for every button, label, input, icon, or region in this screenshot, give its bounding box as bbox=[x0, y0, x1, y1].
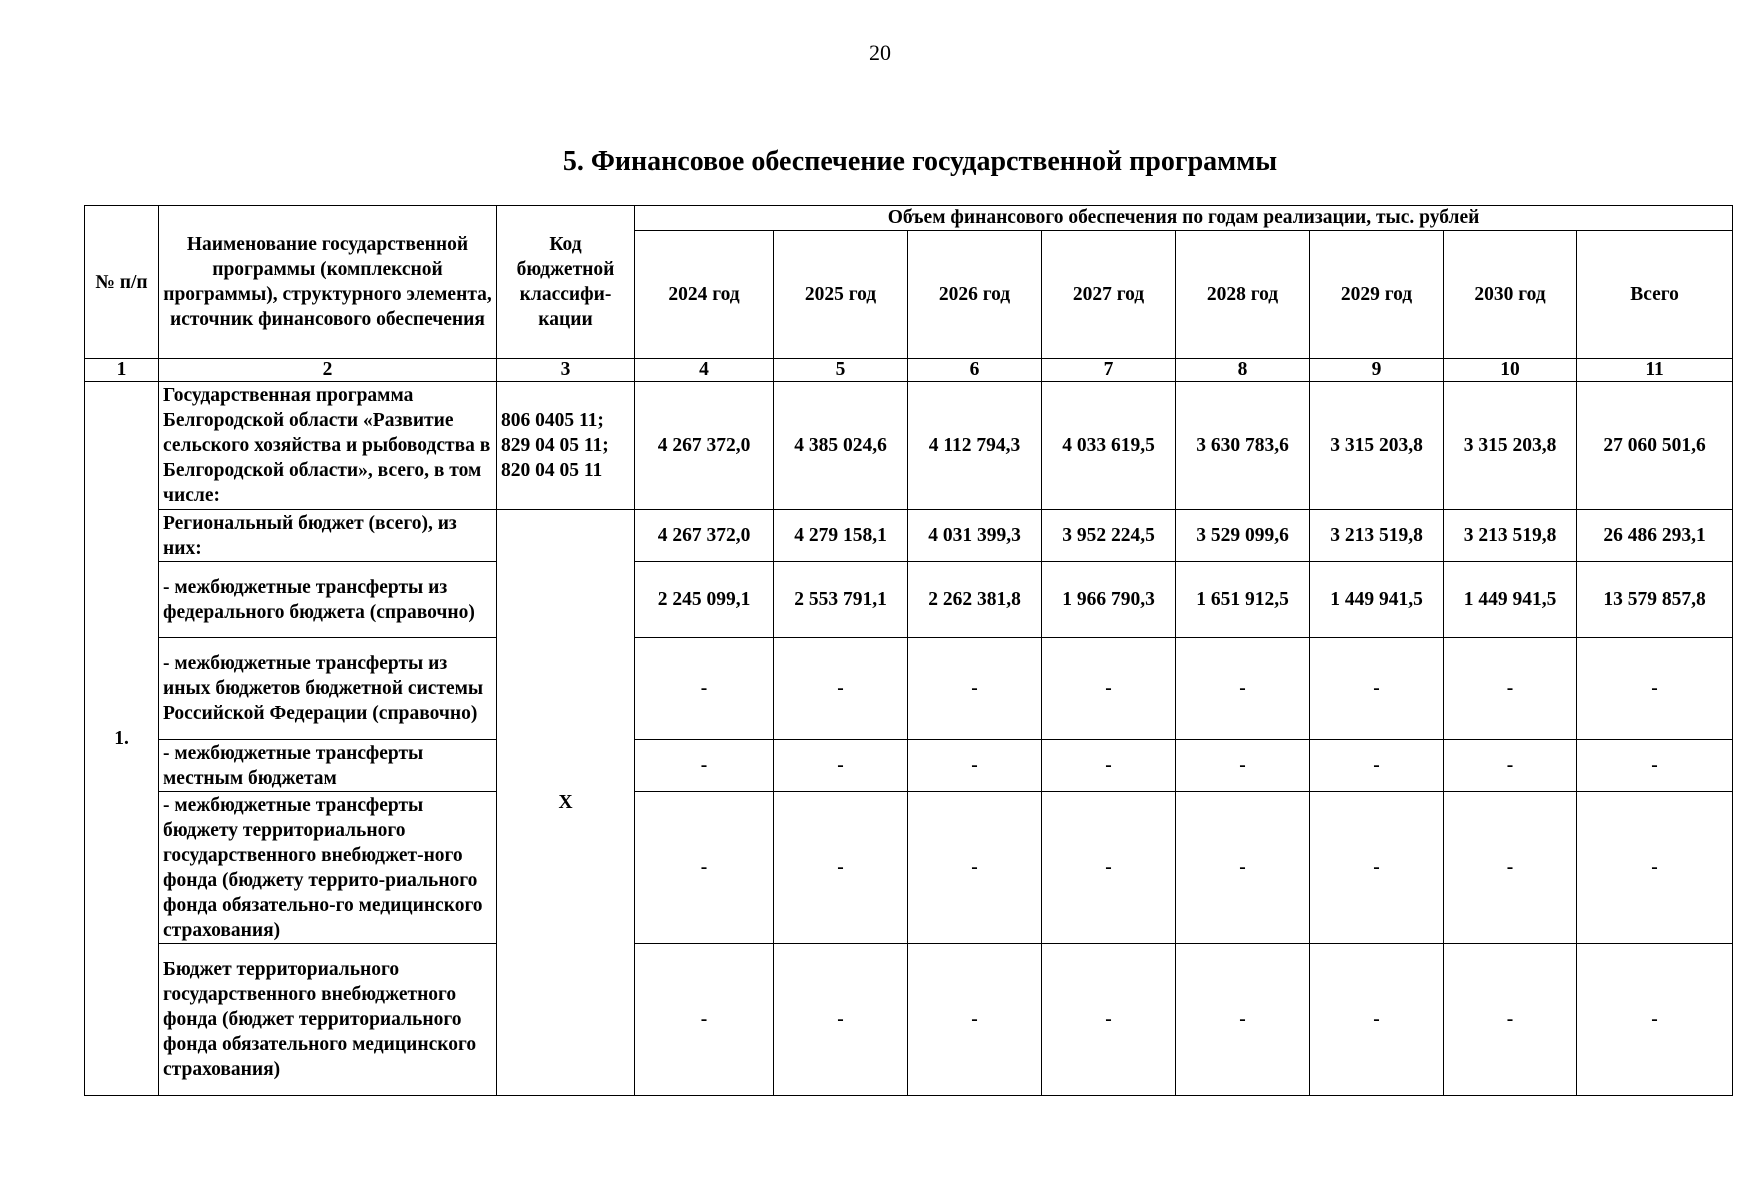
value-cell: - bbox=[1176, 638, 1310, 740]
column-number: 6 bbox=[908, 359, 1042, 382]
value-cell: 3 213 519,8 bbox=[1444, 510, 1577, 562]
header-num: № п/п bbox=[85, 206, 159, 359]
value-cell: - bbox=[1444, 944, 1577, 1096]
value-cell: - bbox=[1577, 740, 1733, 792]
column-number: 1 bbox=[85, 359, 159, 382]
value-cell: - bbox=[635, 740, 774, 792]
column-number: 2 bbox=[159, 359, 497, 382]
table-row bbox=[85, 944, 1733, 1096]
value-cell: 4 033 619,5 bbox=[1042, 382, 1176, 510]
value-cell: - bbox=[908, 740, 1042, 792]
value-cell: 3 315 203,8 bbox=[1444, 382, 1577, 510]
value-cell: - bbox=[1042, 638, 1176, 740]
row-code: 806 0405 11; 829 04 05 11; 820 04 05 11 bbox=[497, 382, 635, 510]
value-cell: - bbox=[908, 792, 1042, 944]
value-cell: - bbox=[774, 792, 908, 944]
value-cell: - bbox=[635, 792, 774, 944]
value-cell: 1 449 941,5 bbox=[1444, 562, 1577, 638]
table-row bbox=[85, 510, 1733, 562]
column-number: 3 bbox=[497, 359, 635, 382]
table-row bbox=[85, 562, 1733, 638]
table-row bbox=[85, 382, 1733, 510]
value-cell: 1 966 790,3 bbox=[1042, 562, 1176, 638]
header-volume: Объем финансового обеспечения по годам реализации, тыс. рублей bbox=[635, 206, 1733, 231]
column-number: 11 bbox=[1577, 359, 1733, 382]
value-cell: - bbox=[1310, 944, 1444, 1096]
value-cell: - bbox=[774, 638, 908, 740]
page-number: 20 bbox=[869, 40, 891, 65]
row-name: - межбюджетные трансферты из федерального бюджета (справочно) bbox=[159, 562, 497, 638]
value-cell: 3 630 783,6 bbox=[1176, 382, 1310, 510]
value-cell: 2 245 099,1 bbox=[635, 562, 774, 638]
value-cell: - bbox=[1577, 792, 1733, 944]
value-cell: - bbox=[774, 944, 908, 1096]
value-cell: - bbox=[1042, 740, 1176, 792]
value-cell: - bbox=[1176, 740, 1310, 792]
row-name: Региональный бюджет (всего), из них: bbox=[159, 510, 497, 562]
value-cell: - bbox=[1042, 792, 1176, 944]
column-number-row bbox=[85, 359, 1733, 382]
value-cell: - bbox=[1310, 740, 1444, 792]
header-year-2028: 2028 год bbox=[1176, 231, 1310, 359]
value-cell: - bbox=[635, 944, 774, 1096]
value-cell: - bbox=[1042, 944, 1176, 1096]
column-number: 7 bbox=[1042, 359, 1176, 382]
value-cell: - bbox=[635, 638, 774, 740]
value-cell: - bbox=[774, 740, 908, 792]
value-cell: 3 529 099,6 bbox=[1176, 510, 1310, 562]
value-cell: 2 262 381,8 bbox=[908, 562, 1042, 638]
column-number: 8 bbox=[1176, 359, 1310, 382]
value-cell: - bbox=[1577, 944, 1733, 1096]
header-total: Всего bbox=[1577, 231, 1733, 359]
header-year-2025: 2025 год bbox=[774, 231, 908, 359]
row-name: - межбюджетные трансферты бюджету территориального государственного внебюджет-ного фонда (бюджету террито-риального фонда обязательно-го медицинского страхования) bbox=[159, 792, 497, 944]
header-year-2027: 2027 год bbox=[1042, 231, 1176, 359]
row-name: Бюджет территориального государственного внебюджетного фонда (бюджет территориального фонда обязательного медицинского страхования) bbox=[159, 944, 497, 1096]
table-row bbox=[85, 740, 1733, 792]
value-cell: - bbox=[1444, 740, 1577, 792]
value-cell: 3 315 203,8 bbox=[1310, 382, 1444, 510]
value-cell: - bbox=[1176, 792, 1310, 944]
value-cell: 4 112 794,3 bbox=[908, 382, 1042, 510]
header-year-2029: 2029 год bbox=[1310, 231, 1444, 359]
value-cell: 4 385 024,6 bbox=[774, 382, 908, 510]
value-cell: 1 651 912,5 bbox=[1176, 562, 1310, 638]
value-cell: - bbox=[1310, 638, 1444, 740]
column-number: 5 bbox=[774, 359, 908, 382]
value-cell: 4 267 372,0 bbox=[635, 510, 774, 562]
table-row bbox=[85, 792, 1733, 944]
value-cell: 4 267 372,0 bbox=[635, 382, 774, 510]
column-number: 9 bbox=[1310, 359, 1444, 382]
column-number: 10 bbox=[1444, 359, 1577, 382]
value-cell: 13 579 857,8 bbox=[1577, 562, 1733, 638]
row-number: 1. bbox=[85, 382, 159, 1096]
value-cell: 27 060 501,6 bbox=[1577, 382, 1733, 510]
value-cell: - bbox=[908, 638, 1042, 740]
header-year-2030: 2030 год bbox=[1444, 231, 1577, 359]
column-number: 4 bbox=[635, 359, 774, 382]
value-cell: - bbox=[908, 944, 1042, 1096]
header-code: Код бюджетной классифи-кации bbox=[497, 206, 635, 359]
value-cell: - bbox=[1310, 792, 1444, 944]
row-name: Государственная программа Белгородской области «Развитие сельского хозяйства и рыбоводства в Белгородской области», всего, в том числе: bbox=[159, 382, 497, 510]
value-cell: 4 031 399,3 bbox=[908, 510, 1042, 562]
header-year-2024: 2024 год bbox=[635, 231, 774, 359]
value-cell: 26 486 293,1 bbox=[1577, 510, 1733, 562]
value-cell: - bbox=[1577, 638, 1733, 740]
value-cell: - bbox=[1176, 944, 1310, 1096]
value-cell: - bbox=[1444, 638, 1577, 740]
financing-table bbox=[84, 205, 1733, 1096]
header-year-2026: 2026 год bbox=[908, 231, 1042, 359]
value-cell: - bbox=[1444, 792, 1577, 944]
row-code: X bbox=[497, 510, 635, 1096]
row-name: - межбюджетные трансферты местным бюджетам bbox=[159, 740, 497, 792]
table-row bbox=[85, 638, 1733, 740]
value-cell: 3 952 224,5 bbox=[1042, 510, 1176, 562]
value-cell: 2 553 791,1 bbox=[774, 562, 908, 638]
value-cell: 4 279 158,1 bbox=[774, 510, 908, 562]
value-cell: 3 213 519,8 bbox=[1310, 510, 1444, 562]
row-name: - межбюджетные трансферты из иных бюджетов бюджетной системы Российской Федерации (справочно) bbox=[159, 638, 497, 740]
header-name: Наименование государственной программы (комплексной программы), структурного элемента, источник финансового обеспечения bbox=[159, 206, 497, 359]
document-title: 5. Финансовое обеспечение государственной программы bbox=[562, 146, 1278, 177]
header-row-top bbox=[85, 206, 1733, 231]
value-cell: 1 449 941,5 bbox=[1310, 562, 1444, 638]
